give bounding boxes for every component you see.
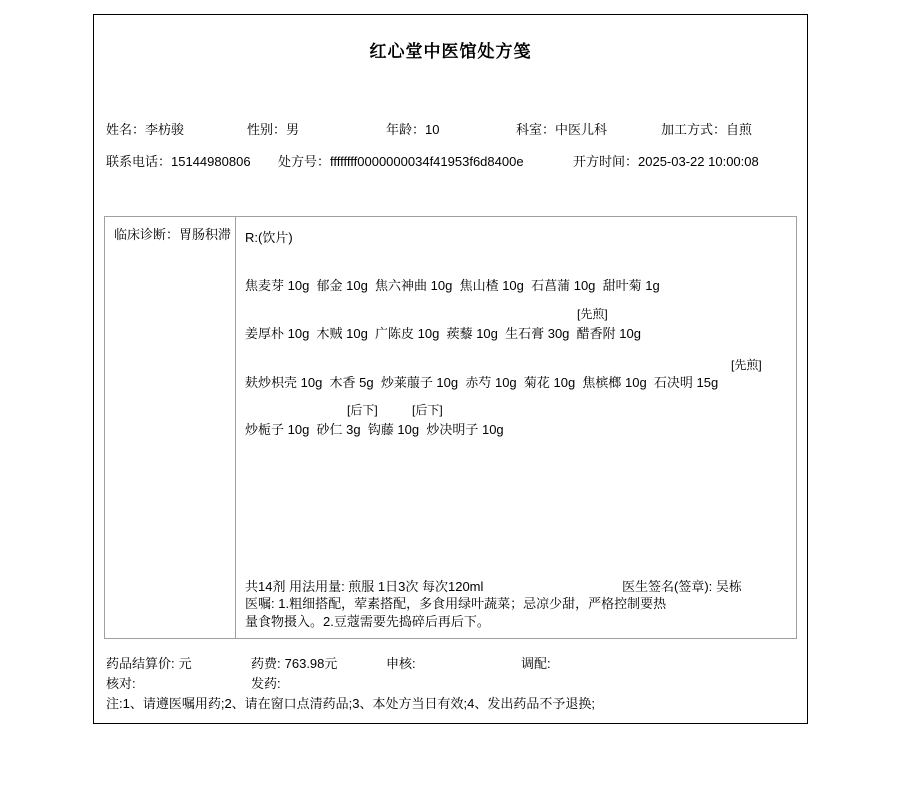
issue-time-value: 2025-03-22 10:00:08 bbox=[638, 154, 759, 169]
issue-time-label: 开方时间： bbox=[573, 154, 639, 169]
clinical-diagnosis bbox=[114, 226, 232, 243]
field-gender bbox=[247, 119, 299, 138]
processing-value: 自煎 bbox=[726, 122, 753, 137]
decoct-first-annotation-2: [先煎] bbox=[731, 358, 762, 372]
field-patient-name bbox=[106, 119, 184, 138]
doctor-signature-value: 吴栋 bbox=[715, 579, 742, 594]
department-label: 科室： bbox=[516, 122, 556, 137]
field-settlement-price bbox=[106, 653, 192, 672]
decoct-first-annotation-1: [先煎] bbox=[577, 307, 608, 321]
doctor-signature-label: 医生签名(签章): bbox=[622, 579, 716, 594]
processing-label: 加工方式： bbox=[661, 122, 727, 137]
add-later-annotation-2: [后下] bbox=[412, 403, 443, 417]
herb-row-1: 焦麦芽 10g 郁金 10g 焦六神曲 10g 焦山楂 10g 石菖蒲 10g 甜叶菊 1g bbox=[245, 278, 660, 293]
doctor-signature bbox=[622, 576, 742, 595]
field-issue-time bbox=[573, 151, 759, 170]
prescription-sheet bbox=[93, 14, 808, 724]
prescription-box bbox=[104, 216, 797, 639]
age-label: 年龄： bbox=[386, 122, 426, 137]
diagnosis-column-divider bbox=[235, 217, 236, 638]
rx-header: R:(饮片) bbox=[245, 230, 293, 245]
patient-name-label: 姓名： bbox=[106, 122, 146, 137]
field-medicine-fee bbox=[251, 653, 337, 672]
herb-row-2: 姜厚朴 10g 木贼 10g 广陈皮 10g 蒺藜 10g 生石膏 30g 醋香附 10g bbox=[245, 326, 641, 341]
field-review: 申核: bbox=[386, 656, 416, 671]
department-value: 中医儿科 bbox=[555, 122, 608, 137]
add-later-annotation-1: [后下] bbox=[347, 403, 378, 417]
field-prescription-number bbox=[278, 151, 524, 170]
medical-instructions: 医嘱: 1.粗细搭配，荤素搭配，多食用绿叶蔬菜；忌凉少甜，严格控制要热量食物摄入。2.豆蔻需要先捣碎后再后下。 bbox=[245, 596, 667, 629]
prescription-number-value: ffffffff0000000034f41953f6d8400e bbox=[330, 154, 524, 169]
field-check: 核对: bbox=[106, 676, 136, 691]
footer-note: 注:1、请遵医嘱用药;2、请在窗口点清药品;3、本处方当日有效;4、发出药品不予退换; bbox=[106, 696, 595, 711]
field-prepare: 调配: bbox=[521, 656, 551, 671]
field-processing-method bbox=[661, 119, 752, 138]
diagnosis-label: 临床诊断： bbox=[114, 227, 180, 242]
gender-value: 男 bbox=[286, 122, 300, 137]
phone-label: 联系电话： bbox=[106, 154, 172, 169]
herb-row-4: 炒栀子 10g 砂仁 3g 钩藤 10g 炒决明子 10g bbox=[245, 422, 504, 437]
settlement-price-value: 元 bbox=[178, 656, 192, 671]
medicine-fee-value: 763.98元 bbox=[284, 656, 338, 671]
prescription-number-label: 处方号： bbox=[278, 154, 331, 169]
field-dispense: 发药: bbox=[251, 676, 281, 691]
settlement-price-label: 药品结算价: bbox=[106, 656, 175, 671]
gender-label: 性别： bbox=[247, 122, 287, 137]
field-department bbox=[516, 119, 607, 138]
page-title: 红心堂中医馆处方笺 bbox=[369, 42, 532, 61]
medicine-fee-label: 药费: bbox=[251, 656, 281, 671]
field-age bbox=[386, 119, 439, 138]
phone-value: 15144980806 bbox=[171, 154, 251, 169]
herb-row-3: 麸炒枳壳 10g 木香 5g 炒莱菔子 10g 赤芍 10g 菊花 10g 焦槟榔 10g 石决明 15g bbox=[245, 375, 719, 390]
diagnosis-value: 胃肠积滞 bbox=[179, 227, 232, 242]
patient-name-value: 李枋骏 bbox=[145, 122, 185, 137]
age-value: 10 bbox=[425, 122, 440, 137]
usage-dosage: 共14剂 用法用量: 煎服 1日3次 每次120ml bbox=[245, 579, 484, 594]
field-phone bbox=[106, 151, 251, 170]
